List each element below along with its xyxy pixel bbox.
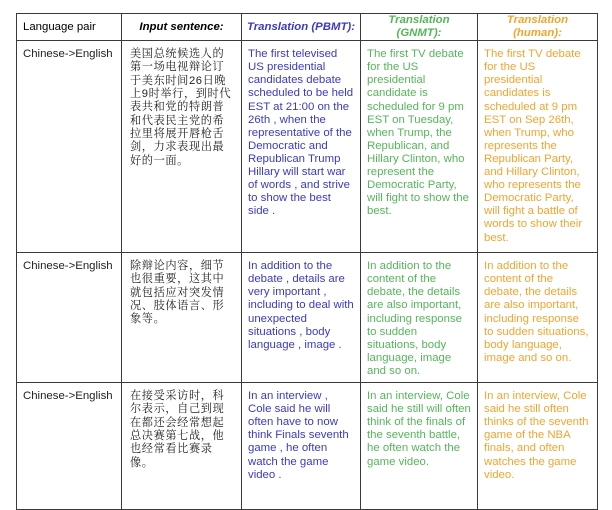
gnmt-translation-text: The first TV debate for the US presidential candidate is scheduled for 9 pm EST on Tuesday, when Trump, the Republican, and Hillary Clinton, who represent the Democratic Party, will fight to show the best.	[367, 48, 469, 218]
language-pair-text: Chinese->English	[23, 260, 113, 273]
table-row	[17, 253, 598, 383]
pbmt-translation-text: In an interview , Cole said he will often have to now think Finals seventh game , he often watch the game video .	[248, 390, 349, 481]
input-sentence-text: 美国总统候选人的第一场电视辩论订于美东时间26日晚上9时举行，到时代表共和党的特朗普和代表民主党的希拉里将展开唇枪舌剑，力求表现出最好的一面。	[130, 48, 232, 167]
header-translation-human: Translation (human):	[478, 14, 598, 41]
pbmt-translation-text: The first televised US presidential candidates debate scheduled to be held EST at 21:00 on the 26th , when the representative of the Democratic and Republican Trump Hillary will start war of words , and strive to show the best side .	[248, 48, 354, 218]
gnmt-translation-text: In an interview, Cole said he still will often think of the finals of the seventh battle, he often watch the game video.	[367, 390, 471, 468]
human-translation-cell	[478, 253, 598, 383]
pbmt-translation-cell	[242, 383, 361, 510]
language-pair-text: Chinese->English	[23, 48, 113, 61]
human-translation-cell	[478, 41, 598, 253]
header-row	[17, 14, 598, 41]
gnmt-translation-text: In addition to the content of the debate, the details are also important, including response to sudden situations, body language, image and so on.	[367, 260, 462, 377]
language-pair-cell	[17, 41, 122, 253]
header-translation-pbmt: Translation (PBMT):	[242, 14, 361, 41]
table-row	[17, 383, 598, 510]
language-pair-cell	[17, 253, 122, 383]
input-sentence-text: 除辩论内容，细节也很重要，这其中就包括应对突发情况、肢体语言、形象等。	[130, 260, 225, 326]
input-sentence-cell	[122, 383, 242, 510]
header-translation-gnmt: Translation (GNMT):	[361, 14, 478, 41]
header-input-sentence: Input sentence:	[122, 14, 242, 41]
language-pair-text: Chinese->English	[23, 390, 113, 403]
pbmt-translation-cell	[242, 41, 361, 253]
language-pair-cell	[17, 383, 122, 510]
input-sentence-text: 在接受采访时，科尔表示，自己到现在都还会经常想起总决赛第七战，他也经常看比赛录像。	[130, 390, 225, 469]
gnmt-translation-cell	[361, 41, 478, 253]
translation-comparison-table	[16, 13, 598, 510]
human-translation-cell	[478, 383, 598, 510]
human-translation-text: In addition to the content of the debate, the details are also important, including response to sudden situations, body language, image and so on.	[484, 260, 589, 364]
pbmt-translation-text: In addition to the debate , details are very important , including to deal with unexpected situations , body language , image .	[248, 260, 354, 351]
gnmt-translation-cell	[361, 383, 478, 510]
human-translation-text: The first TV debate for the US presidential candidates is scheduled at 9 pm EST on Sep 26th, when Trump, who represents the Republican Party, and Hillary Clinton, who represents the Democratic Party, will fight a battle of words to show their best.	[484, 48, 583, 244]
input-sentence-cell	[122, 253, 242, 383]
table-row	[17, 41, 598, 253]
header-language-pair: Language pair	[17, 14, 122, 41]
input-sentence-cell	[122, 41, 242, 253]
pbmt-translation-cell	[242, 253, 361, 383]
human-translation-text: In an interview, Cole said he still often thinks of the seventh game of the NBA finals, and often watches the game video.	[484, 390, 589, 481]
gnmt-translation-cell	[361, 253, 478, 383]
translation-comparison-table-container	[16, 13, 598, 510]
